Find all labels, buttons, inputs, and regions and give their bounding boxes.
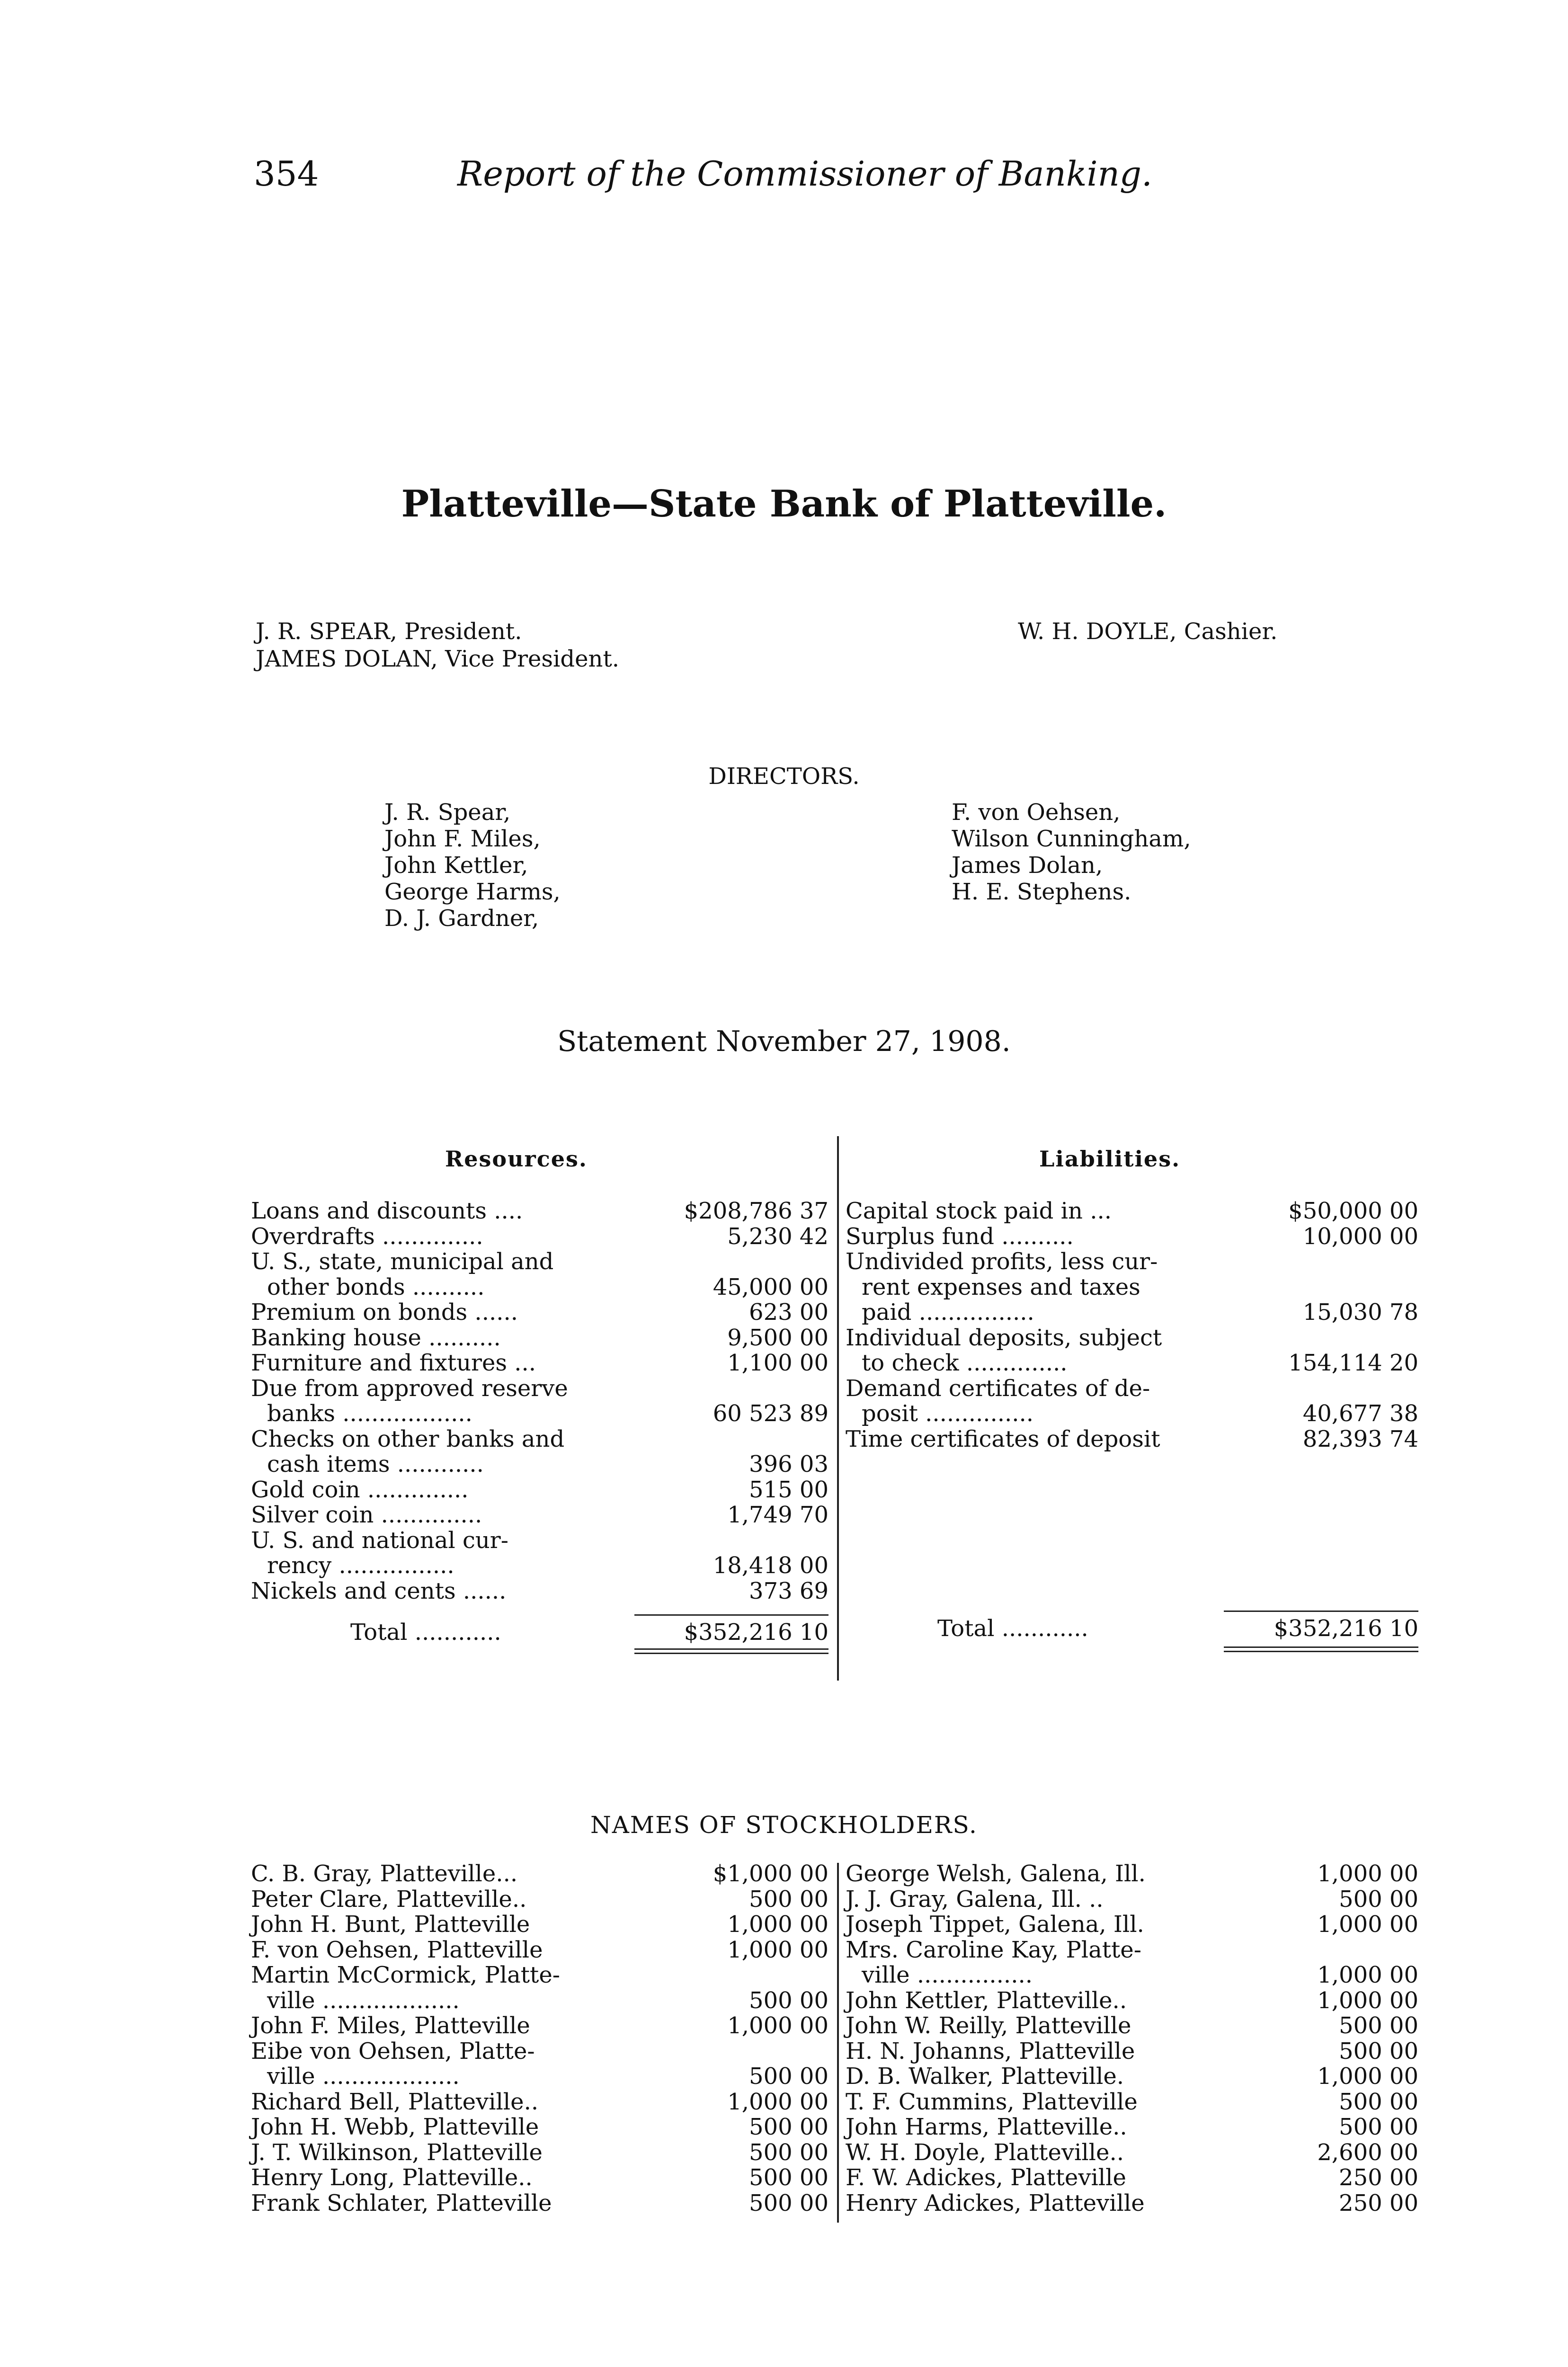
stockholder-row bbox=[251, 2165, 829, 2191]
directors-left bbox=[384, 799, 561, 932]
stockholder-row-amount: 1,000 00 bbox=[1317, 2063, 1418, 2090]
resource-row bbox=[251, 1351, 829, 1376]
statement-date: Statement November 27, 1908. bbox=[557, 1025, 1011, 1058]
stockholder-row bbox=[251, 2140, 829, 2166]
stockholder-row bbox=[846, 1912, 1418, 1938]
column-divider bbox=[837, 1136, 839, 1681]
resource-row-amount: 5,230 42 bbox=[727, 1223, 829, 1250]
stockholder-row-label: Eibe von Oehsen, Platte- bbox=[251, 2038, 535, 2064]
stockholder-row-label: John Kettler, Platteville.. bbox=[846, 1987, 1127, 2014]
liability-row-label: Surplus fund .......... bbox=[846, 1223, 1074, 1250]
stockholder-row-amount: 500 00 bbox=[749, 2114, 829, 2140]
liability-row-amount: 154,114 20 bbox=[1288, 1350, 1418, 1376]
resource-row bbox=[251, 1224, 829, 1250]
liabilities-total-row bbox=[937, 1614, 1418, 1643]
resource-row bbox=[251, 1326, 829, 1351]
stockholder-row-label: John W. Reilly, Platteville bbox=[846, 2012, 1131, 2039]
director-name: Wilson Cunningham, bbox=[952, 826, 1191, 852]
stockholder-row bbox=[846, 2064, 1418, 2090]
liability-row bbox=[846, 1326, 1418, 1351]
resources-heading: Resources. bbox=[445, 1146, 588, 1172]
director-name: D. J. Gardner, bbox=[384, 905, 539, 932]
liability-row-amount: $50,000 00 bbox=[1288, 1198, 1418, 1224]
stockholder-row-amount: 500 00 bbox=[1339, 2114, 1418, 2140]
stockholder-row-amount: 250 00 bbox=[1339, 2164, 1418, 2191]
stockholder-row-label: George Welsh, Galena, Ill. bbox=[846, 1860, 1146, 1887]
liabilities-sum-rule bbox=[1224, 1611, 1418, 1612]
resource-row-amount: 1,100 00 bbox=[727, 1350, 829, 1376]
liability-row-label: Time certificates of deposit bbox=[846, 1425, 1160, 1452]
resource-row-label: Loans and discounts .... bbox=[251, 1198, 523, 1224]
resource-row-label: Premium on bonds ...... bbox=[251, 1299, 518, 1326]
stockholder-row-label: J. J. Gray, Galena, Ill. .. bbox=[846, 1886, 1104, 1913]
stockholder-row-amount: 500 00 bbox=[749, 2164, 829, 2191]
directors-heading: DIRECTORS. bbox=[708, 763, 860, 790]
stockholder-row-label: Henry Adickes, Platteville bbox=[846, 2189, 1145, 2216]
resource-row-amount: $208,786 37 bbox=[684, 1198, 829, 1224]
stockholder-row bbox=[251, 1963, 829, 1988]
resource-row bbox=[251, 1427, 829, 1452]
officer-president: J. R. SPEAR, President. bbox=[256, 618, 522, 645]
liability-row-amount: 10,000 00 bbox=[1302, 1223, 1418, 1250]
directors-right bbox=[952, 799, 1191, 905]
stockholder-row bbox=[846, 1861, 1418, 1887]
liability-row bbox=[846, 1376, 1418, 1402]
liabilities-heading: Liabilities. bbox=[1039, 1146, 1181, 1172]
stockholder-row-amount: 500 00 bbox=[749, 1886, 829, 1913]
stockholder-row-amount: 500 00 bbox=[749, 2189, 829, 2216]
liability-row bbox=[846, 1427, 1418, 1452]
stockholder-row bbox=[251, 1988, 829, 2014]
resource-row bbox=[251, 1376, 829, 1402]
page-number: 354 bbox=[254, 154, 319, 194]
liabilities-total-amount: $352,216 10 bbox=[1274, 1615, 1418, 1642]
resource-row-label: banks .................. bbox=[267, 1400, 472, 1427]
resource-row-amount: 45,000 00 bbox=[713, 1273, 829, 1300]
stockholder-row-amount: 1,000 00 bbox=[727, 1911, 829, 1938]
resources-total-amount: $352,216 10 bbox=[684, 1619, 829, 1646]
officer-cashier: W. H. DOYLE, Cashier. bbox=[1018, 618, 1278, 645]
stockholder-row bbox=[846, 2090, 1418, 2115]
resource-row-label: Overdrafts .............. bbox=[251, 1223, 483, 1250]
resource-row bbox=[251, 1503, 829, 1528]
resource-row-label: Checks on other banks and bbox=[251, 1425, 565, 1452]
resource-row-label: cash items ............ bbox=[267, 1451, 484, 1477]
stockholder-row-label: Martin McCormick, Platte- bbox=[251, 1962, 560, 1988]
director-name: F. von Oehsen, bbox=[952, 799, 1121, 826]
stockholder-row bbox=[251, 2013, 829, 2039]
running-head bbox=[254, 148, 1295, 200]
resource-row bbox=[251, 1477, 829, 1503]
stockholder-row-label: John H. Bunt, Platteville bbox=[251, 1911, 530, 1938]
officers-right bbox=[1018, 618, 1277, 645]
stockholder-row bbox=[251, 2064, 829, 2090]
stockholder-row-amount: 2,600 00 bbox=[1317, 2139, 1418, 2166]
stockholder-row-amount: 500 00 bbox=[749, 2063, 829, 2090]
resource-row bbox=[251, 1553, 829, 1579]
stockholder-row bbox=[846, 2039, 1418, 2064]
resource-row-label: rency ................ bbox=[267, 1552, 454, 1579]
stockholder-row-amount: 500 00 bbox=[1339, 2012, 1418, 2039]
resource-row bbox=[251, 1300, 829, 1326]
stockholder-row bbox=[846, 1938, 1418, 1963]
stockholder-row-label: Joseph Tippet, Galena, Ill. bbox=[846, 1911, 1144, 1938]
liability-row bbox=[846, 1275, 1418, 1300]
stockholder-row bbox=[251, 2039, 829, 2064]
stockholder-row-label: T. F. Cummins, Platteville bbox=[846, 2088, 1138, 2115]
stockholder-row bbox=[846, 2140, 1418, 2166]
liability-row-amount: 82,393 74 bbox=[1302, 1425, 1418, 1452]
stockholder-row bbox=[846, 2115, 1418, 2140]
resources-total-label: Total ............ bbox=[350, 1619, 501, 1646]
stockholder-row-label: Richard Bell, Platteville.. bbox=[251, 2088, 539, 2115]
director-name: George Harms, bbox=[384, 879, 561, 905]
stockholder-row bbox=[846, 2191, 1418, 2216]
stockholder-row-label: J. T. Wilkinson, Platteville bbox=[251, 2139, 543, 2166]
liability-row bbox=[846, 1401, 1418, 1427]
liabilities-total-double-rule bbox=[1224, 1646, 1418, 1652]
stockholder-row-label: Mrs. Caroline Kay, Platte- bbox=[846, 1936, 1141, 1963]
stockholder-row-amount: 1,000 00 bbox=[727, 1936, 829, 1963]
stockholder-row-label: D. B. Walker, Platteville. bbox=[846, 2063, 1124, 2090]
resources-total-row bbox=[350, 1618, 829, 1646]
resource-row-amount: 1,749 70 bbox=[727, 1502, 829, 1528]
resource-row bbox=[251, 1401, 829, 1427]
resource-row-amount: 9,500 00 bbox=[727, 1324, 829, 1351]
resource-row-amount: 60 523 89 bbox=[713, 1400, 829, 1427]
stockholders-heading: NAMES OF STOCKHOLDERS. bbox=[590, 1811, 978, 1839]
liability-row-label: to check .............. bbox=[862, 1350, 1068, 1376]
resource-row-amount: 623 00 bbox=[749, 1299, 829, 1326]
stockholder-row bbox=[846, 1988, 1418, 2014]
stockholder-row-label: F. von Oehsen, Platteville bbox=[251, 1936, 543, 1963]
resource-row bbox=[251, 1249, 829, 1275]
liability-row bbox=[846, 1224, 1418, 1250]
resource-row-label: Banking house .......... bbox=[251, 1324, 501, 1351]
liability-row-label: Capital stock paid in ... bbox=[846, 1198, 1112, 1224]
stockholder-row-label: ville ................... bbox=[267, 2063, 460, 2090]
liability-row bbox=[846, 1351, 1418, 1376]
stockholder-row-amount: 500 00 bbox=[1339, 1886, 1418, 1913]
resource-row bbox=[251, 1199, 829, 1224]
running-title: Report of the Commissioner of Banking. bbox=[457, 154, 1152, 194]
liability-row-label: Demand certificates of de- bbox=[846, 1375, 1150, 1402]
stockholder-row-amount: 500 00 bbox=[749, 1987, 829, 2014]
resource-row bbox=[251, 1528, 829, 1554]
stockholder-row bbox=[251, 1887, 829, 1913]
stockholder-row-amount: 500 00 bbox=[749, 2139, 829, 2166]
officers-left bbox=[256, 618, 619, 673]
liabilities-total-label: Total ............ bbox=[937, 1615, 1088, 1642]
stockholder-row-label: John Harms, Platteville.. bbox=[846, 2114, 1127, 2140]
liability-row-label: Individual deposits, subject bbox=[846, 1324, 1162, 1351]
resource-row-label: Silver coin .............. bbox=[251, 1502, 482, 1528]
resource-row-amount: 373 69 bbox=[749, 1577, 829, 1604]
stockholder-row-amount: 1,000 00 bbox=[1317, 1962, 1418, 1988]
stockholder-row-label: ville ................ bbox=[862, 1962, 1033, 1988]
liability-row-label: posit ............... bbox=[862, 1400, 1034, 1427]
liability-row bbox=[846, 1199, 1418, 1224]
stockholder-row bbox=[846, 2013, 1418, 2039]
liability-row-label: rent expenses and taxes bbox=[862, 1273, 1140, 1300]
stockholders-right-column bbox=[846, 1861, 1418, 2216]
stockholder-row-label: ville ................... bbox=[267, 1987, 460, 2014]
liability-row-label: paid ................ bbox=[862, 1299, 1034, 1326]
stockholder-row bbox=[846, 1887, 1418, 1913]
stockholder-row bbox=[251, 2115, 829, 2140]
stockholder-row-label: John H. Webb, Platteville bbox=[251, 2114, 539, 2140]
resource-row bbox=[251, 1452, 829, 1477]
stockholder-row-amount: 1,000 00 bbox=[1317, 1860, 1418, 1887]
stockholders-divider bbox=[837, 1863, 839, 2223]
director-name: John Kettler, bbox=[384, 852, 528, 879]
resource-row-label: U. S. and national cur- bbox=[251, 1527, 508, 1554]
stockholder-row-label: H. N. Johanns, Platteville bbox=[846, 2038, 1135, 2064]
stockholder-row-amount: 1,000 00 bbox=[727, 2012, 829, 2039]
liability-row-amount: 40,677 38 bbox=[1302, 1400, 1418, 1427]
liability-row bbox=[846, 1300, 1418, 1326]
officer-vice-president: JAMES DOLAN, Vice President. bbox=[256, 646, 619, 672]
stockholder-row-amount: $1,000 00 bbox=[713, 1860, 829, 1887]
liability-row-label: Undivided profits, less cur- bbox=[846, 1248, 1158, 1275]
stockholder-row-amount: 1,000 00 bbox=[727, 2088, 829, 2115]
stockholder-row bbox=[251, 1938, 829, 1963]
liability-row bbox=[846, 1249, 1418, 1275]
bank-title: Platteville—State Bank of Platteville. bbox=[401, 482, 1167, 525]
resources-sum-rule bbox=[634, 1614, 829, 1616]
resource-row-amount: 18,418 00 bbox=[713, 1552, 829, 1579]
resource-row-amount: 396 03 bbox=[749, 1451, 829, 1477]
director-name: James Dolan, bbox=[952, 852, 1103, 879]
director-name: J. R. Spear, bbox=[384, 799, 511, 826]
stockholder-row-label: C. B. Gray, Platteville... bbox=[251, 1860, 518, 1887]
stockholder-row-amount: 500 00 bbox=[1339, 2088, 1418, 2115]
resource-row-label: Gold coin .............. bbox=[251, 1476, 469, 1503]
stockholder-row-label: Peter Clare, Platteville.. bbox=[251, 1886, 527, 1913]
liability-row-amount: 15,030 78 bbox=[1302, 1299, 1418, 1326]
stockholder-row-label: W. H. Doyle, Platteville.. bbox=[846, 2139, 1124, 2166]
stockholder-row-amount: 1,000 00 bbox=[1317, 1987, 1418, 2014]
stockholder-row bbox=[846, 2165, 1418, 2191]
resource-row-label: Furniture and fixtures ... bbox=[251, 1350, 536, 1376]
stockholder-row bbox=[846, 1963, 1418, 1988]
liabilities-table bbox=[846, 1199, 1418, 1452]
stockholder-row-label: John F. Miles, Platteville bbox=[251, 2012, 530, 2039]
resource-row bbox=[251, 1579, 829, 1604]
stockholder-row-amount: 500 00 bbox=[1339, 2038, 1418, 2064]
resource-row-label: Nickels and cents ...... bbox=[251, 1577, 507, 1604]
resource-row-label: other bonds .......... bbox=[267, 1273, 485, 1300]
resource-row-amount: 515 00 bbox=[749, 1476, 829, 1503]
stockholder-row-label: Frank Schlater, Platteville bbox=[251, 2189, 552, 2216]
stockholder-row bbox=[251, 1861, 829, 1887]
stockholders-left-column bbox=[251, 1861, 829, 2216]
director-name: John F. Miles, bbox=[384, 826, 541, 852]
resource-row-label: U. S., state, municipal and bbox=[251, 1248, 554, 1275]
resources-table bbox=[251, 1199, 829, 1604]
resource-row bbox=[251, 1275, 829, 1300]
stockholder-row-label: F. W. Adickes, Platteville bbox=[846, 2164, 1126, 2191]
stockholder-row bbox=[251, 2191, 829, 2216]
resources-total-double-rule bbox=[634, 1648, 829, 1654]
stockholder-row-label: Henry Long, Platteville.. bbox=[251, 2164, 533, 2191]
stockholder-row-amount: 250 00 bbox=[1339, 2189, 1418, 2216]
resource-row-label: Due from approved reserve bbox=[251, 1375, 568, 1402]
director-name: H. E. Stephens. bbox=[952, 879, 1131, 905]
stockholder-row bbox=[251, 2090, 829, 2115]
stockholder-row-amount: 1,000 00 bbox=[1317, 1911, 1418, 1938]
stockholder-row bbox=[251, 1912, 829, 1938]
